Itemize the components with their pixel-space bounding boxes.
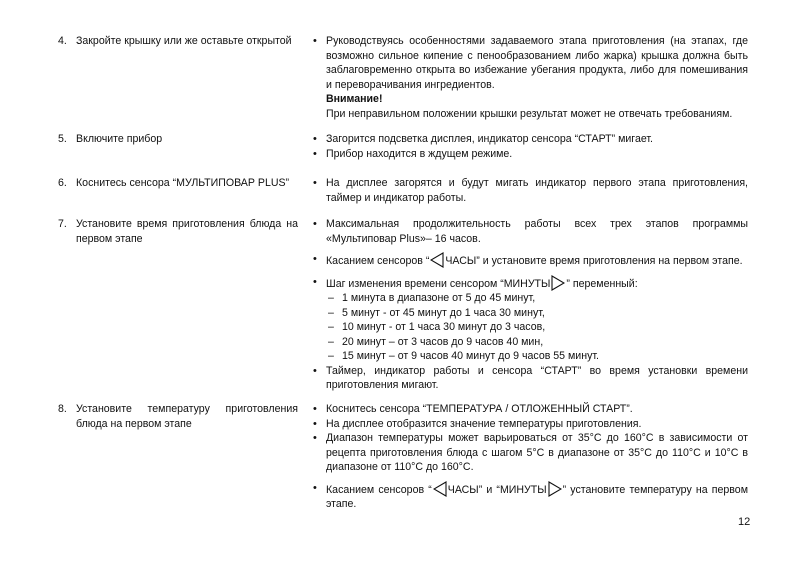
warning-label: Внимание! (326, 93, 383, 105)
left-triangle-icon (430, 252, 444, 268)
bullet-text: Шаг изменения времени сенсором “МИНУТЫ (326, 277, 551, 290)
step-details (312, 402, 748, 512)
right-triangle-icon (548, 481, 562, 497)
bullet-item: • Таймер, индикатор работы и сенсора “СТАРТ” во время установки времени приготовления мигают. (312, 364, 748, 393)
sub-item: – 1 минута в диапазоне от 5 до 45 минут, (312, 291, 748, 306)
bullet-item: • Коснитесь сенсора “ТЕМПЕРАТУРА / ОТЛОЖЕННЫЙ СТАРТ”. (312, 402, 748, 417)
step-title: Включите прибор (76, 133, 163, 145)
sub-item: – 5 минут - от 45 минут до 1 часа 30 минут, (312, 306, 748, 321)
bullet-text: ” установите температуру на первом этапе. (326, 483, 748, 510)
step-number: 8. (58, 403, 67, 415)
step-details (312, 217, 748, 393)
bullet-text: ” переменный: (566, 277, 638, 290)
bullet-item: • На дисплее загорятся и будут мигать индикатор первого этапа приготовления, таймер и индикатор работы. (312, 176, 748, 205)
bullet-item (312, 252, 748, 269)
bullet-item: • Руководствуясь особенностями задаваемого этапа приготовления (на этапах, где возможно сильное кипение с пенообразованием либо жарка) крышка должна быть заблаговременно открыта во избежание убегания продукта, либо для помешивания и переворачивания ингредиентов. (312, 34, 748, 92)
step-number: 5. (58, 133, 67, 145)
right-triangle-icon (551, 275, 565, 291)
sub-item: – 10 минут - от 1 часа 30 минут до 3 часов, (312, 320, 748, 335)
step-title: Закройте крышку или же оставьте открытой (76, 35, 292, 47)
warning-text: При неправильном положении крышки результат может не отвечать требованиям. (326, 107, 733, 120)
bullet-item (312, 275, 748, 292)
bullet-item: • На дисплее отобразится значение температуры приготовления. (312, 417, 748, 432)
bullet-text: ЧАСЫ” и “МИНУТЫ (447, 483, 547, 496)
bullet-item: • Максимальная продолжительность работы всех трех этапов программы «Мультиповар Plus»– 16 часов. (312, 217, 748, 246)
bullet-item: • Диапазон температуры может варьироваться от 35°С до 160°С в зависимости от рецепта приготовления блюда с шагом 5°С в диапазоне от 35°С до 110°С и 10°С в диапазоне от 110°С до 160°С. (312, 431, 748, 475)
sub-item: – 15 минут – от 9 часов 40 минут до 9 часов 55 минут. (312, 349, 748, 364)
bullet-item: • Прибор находится в ждущем режиме. (312, 147, 748, 162)
step-details (312, 132, 748, 161)
step-title: Установите температуру приготовления блюда на первом этапе (76, 403, 298, 430)
step-details (312, 176, 748, 205)
step-details (312, 34, 748, 121)
bullet-text: ЧАСЫ” и установите время приготовления на первом этапе. (445, 255, 743, 267)
bullet-text: Касанием сенсоров “ (326, 255, 430, 267)
step-title: Установите время приготовления блюда на первом этапе (76, 218, 298, 245)
bullet-item (312, 481, 748, 512)
bullet-item: • Загорится подсветка дисплея, индикатор сенсора “СТАРТ” мигает. (312, 132, 748, 147)
bullet-text: Касанием сенсоров “ (326, 483, 432, 496)
sub-item: – 20 минут – от 3 часов до 9 часов 40 мин, (312, 335, 748, 350)
step-number: 6. (58, 177, 67, 189)
step-title: Коснитесь сенсора “МУЛЬТИПОВАР PLUS” (76, 177, 290, 189)
page-number: 12 (738, 516, 751, 528)
step-number: 4. (58, 35, 67, 47)
left-triangle-icon (433, 481, 447, 497)
step-number: 7. (58, 218, 67, 230)
